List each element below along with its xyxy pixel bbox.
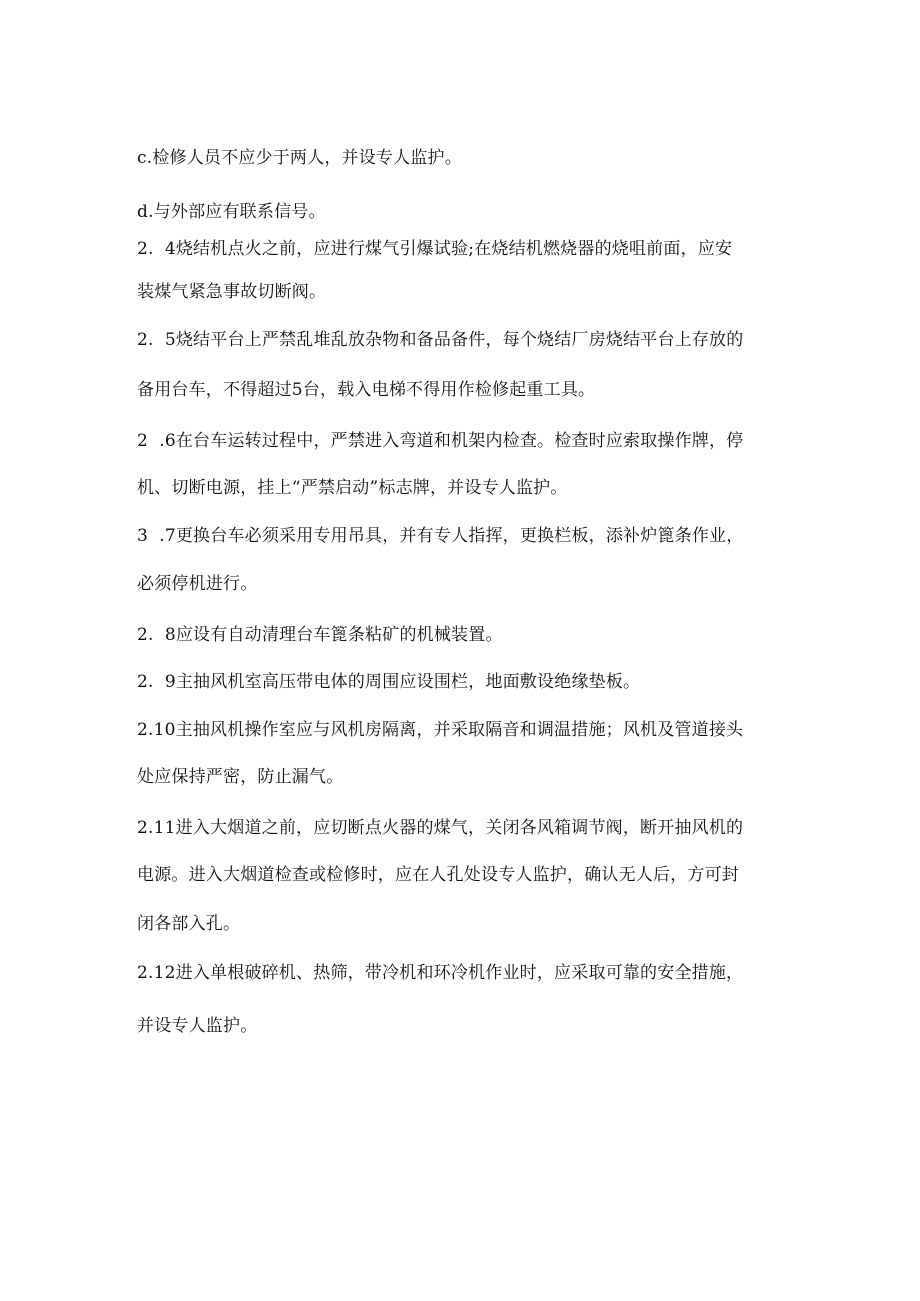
text-line-13: 2.10主抽风机操作室应与风机房隔离，并采取隔音和调温措施；风机及管道接头 [137, 720, 744, 740]
text-line-3: 2. 4烧结机点火之前，应进行煤气引爆试验;在烧结机燃烧器的烧咀前面，应安 [137, 239, 733, 259]
text-line-5: 2. 5烧结平台上严禁乱堆乱放杂物和备品备件，每个烧结厂房烧结平台上存放的 [137, 330, 744, 350]
text-line-4: 装煤气紧急事故切断阀。 [137, 282, 327, 302]
text-line-6: 备用台车，不得超过5台，载入电梯不得用作检修起重工具。 [137, 380, 596, 400]
text-line-8: 机、切断电源，挂上“严禁启动”标志牌，并设专人监护。 [137, 478, 568, 498]
text-line-12: 2. 9主抽风机室高压带电体的周围应设围栏，地面敷设绝缘垫板。 [137, 672, 641, 692]
text-line-10: 必须停机进行。 [137, 574, 258, 594]
text-line-15: 2.11进入大烟道之前，应切断点火器的煤气，关闭各风箱调节阀，断开抽风机的 [137, 818, 744, 838]
text-line-14: 处应保持严密，防止漏气。 [137, 767, 344, 787]
text-line-16: 电源。进入大烟道检查或检修时，应在人孔处设专人监护，确认无人后，方可封 [137, 865, 739, 885]
text-line-9: 3 .7更换台车必须采用专用吊具，并有专人指挥，更换栏板，添补炉篦条作业， [137, 526, 744, 546]
text-line-7: 2 .6在台车运转过程中，严禁进入弯道和机架内检查。检查时应索取操作牌，停 [137, 431, 744, 451]
text-line-1: c.检修人员不应少于两人，并设专人监护。 [137, 148, 462, 168]
text-line-19: 并设专人监护。 [137, 1016, 258, 1036]
text-line-18: 2.12进入单根破碎机、热筛，带冷机和环冷机作业时，应采取可靠的安全措施， [137, 963, 744, 983]
text-line-17: 闭各部入孔。 [137, 914, 241, 934]
text-line-2: d.与外部应有联系信号。 [137, 202, 326, 222]
text-line-11: 2. 8应设有自动清理台车篦条粘矿的机械装置。 [137, 625, 503, 645]
